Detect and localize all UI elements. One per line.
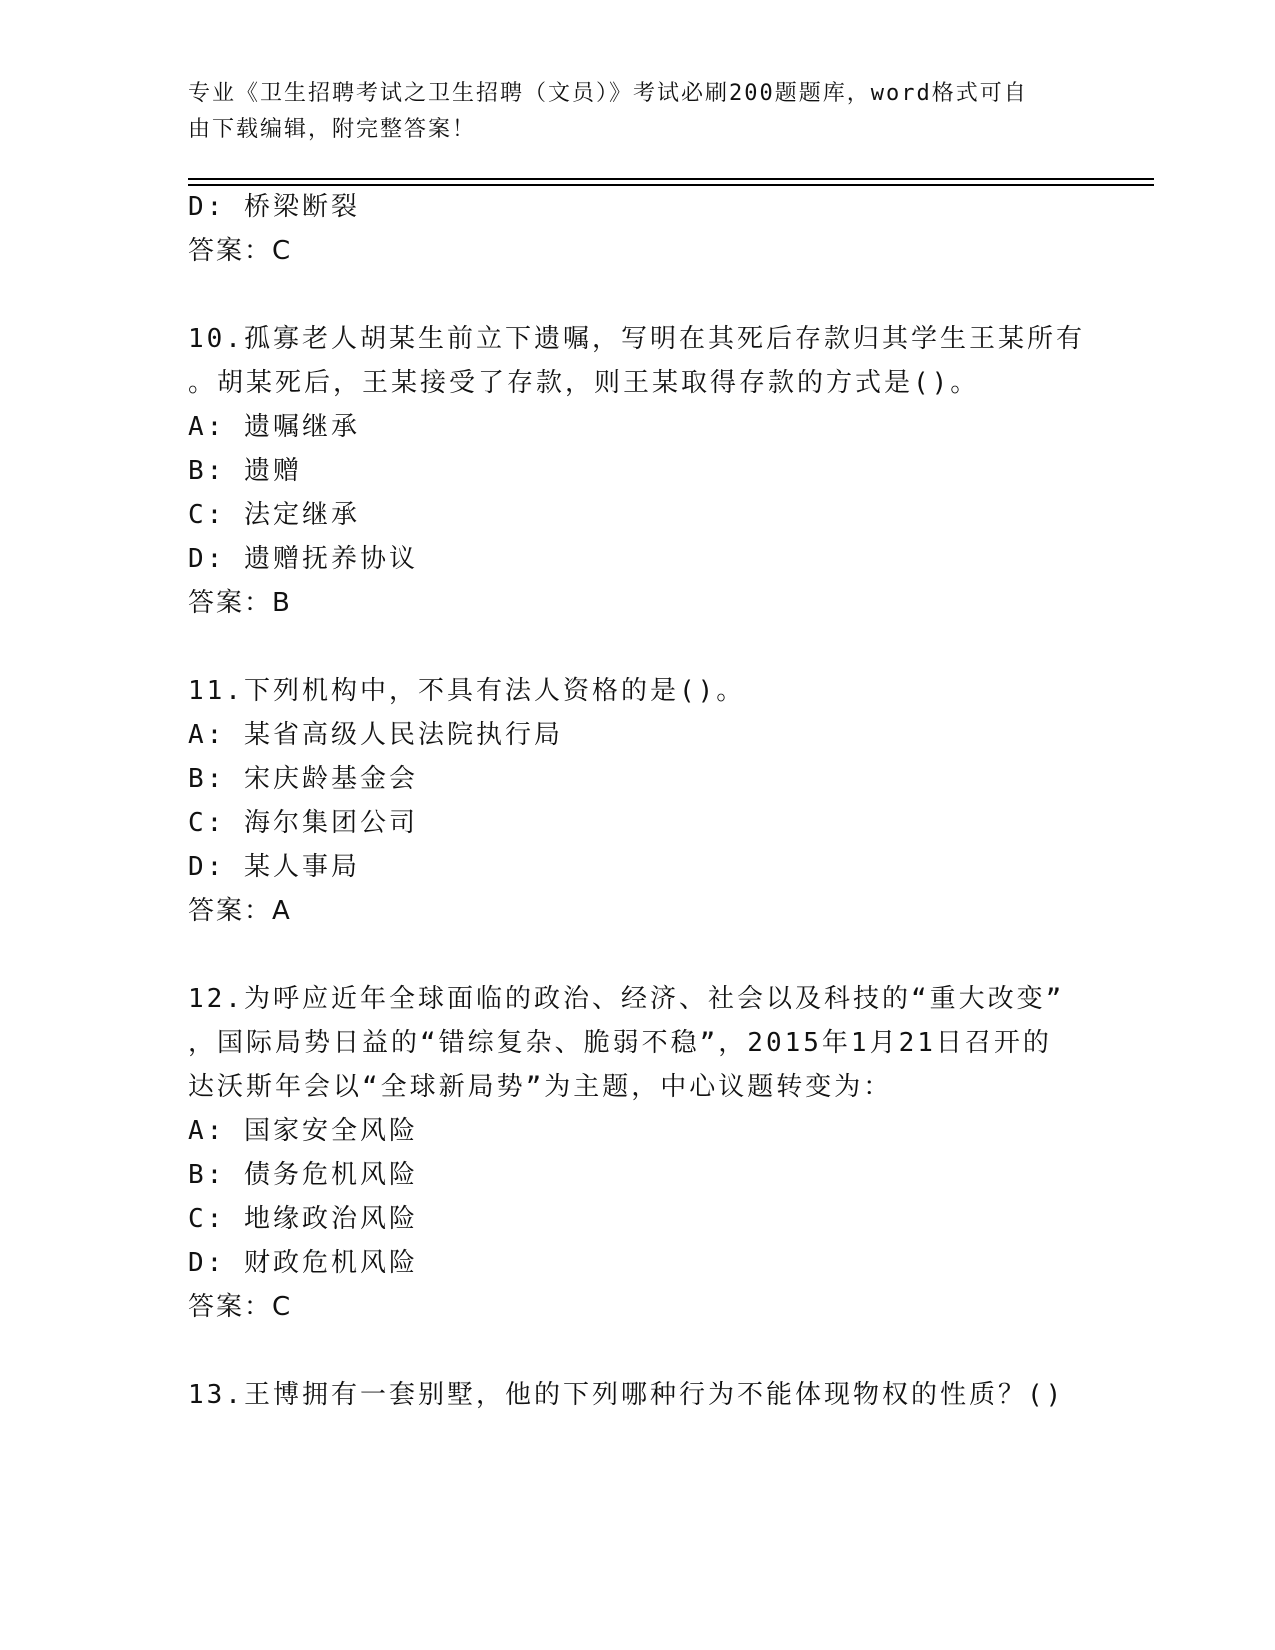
q10-option-a: A: 遗嘱继承 — [188, 412, 360, 442]
q11-stem: 11.下列机构中，不具有法人资格的是()。 — [188, 676, 746, 706]
q10-option-c: C: 法定继承 — [188, 500, 360, 530]
q11-option-b: B: 宋庆龄基金会 — [188, 764, 418, 794]
document-header — [188, 76, 1088, 148]
q13-stem: 13.王博拥有一套别墅，他的下列哪种行为不能体现物权的性质？() — [188, 1380, 1065, 1410]
q12-stem-line-2: ，国际局势日益的“错综复杂、脆弱不稳”，2015年1月21日召开的 — [188, 1028, 1052, 1058]
q9-answer: 答案：C — [188, 236, 293, 266]
q12-answer: 答案：C — [188, 1292, 293, 1322]
q11-option-c: C: 海尔集团公司 — [188, 808, 418, 838]
q10-option-b: B: 遗赠 — [188, 456, 302, 486]
q10-answer: 答案：B — [188, 588, 292, 618]
header-line-2: 由下载编辑，附完整答案！ — [188, 117, 477, 142]
q12-stem-line-1: 12.为呼应近年全球面临的政治、经济、社会以及科技的“重大改变” — [188, 984, 1065, 1014]
q9-option-d: D: 桥梁断裂 — [188, 192, 360, 222]
q10-stem-line-1: 10.孤寡老人胡某生前立下遗嘱，写明在其死后存款归其学生王某所有 — [188, 324, 1085, 354]
q12-option-b: B: 债务危机风险 — [188, 1160, 418, 1190]
q11-answer: 答案：A — [188, 896, 292, 926]
q11-option-d: D: 某人事局 — [188, 852, 360, 882]
header-divider-bottom — [188, 184, 1154, 186]
header-line-1: 专业《卫生招聘考试之卫生招聘（文员）》考试必刷200题题库，word格式可自 — [188, 81, 1028, 106]
header-divider-top — [188, 178, 1154, 180]
q12-option-c: C: 地缘政治风险 — [188, 1204, 418, 1234]
q10-stem-line-2: 。胡某死后，王某接受了存款，则王某取得存款的方式是()。 — [188, 368, 980, 398]
q12-option-d: D: 财政危机风险 — [188, 1248, 418, 1278]
q11-option-a: A: 某省高级人民法院执行局 — [188, 720, 563, 750]
q12-option-a: A: 国家安全风险 — [188, 1116, 418, 1146]
q12-stem-line-3: 达沃斯年会以“全球新局势”为主题，中心议题转变为： — [188, 1072, 893, 1102]
q10-option-d: D: 遗赠抚养协议 — [188, 544, 418, 574]
